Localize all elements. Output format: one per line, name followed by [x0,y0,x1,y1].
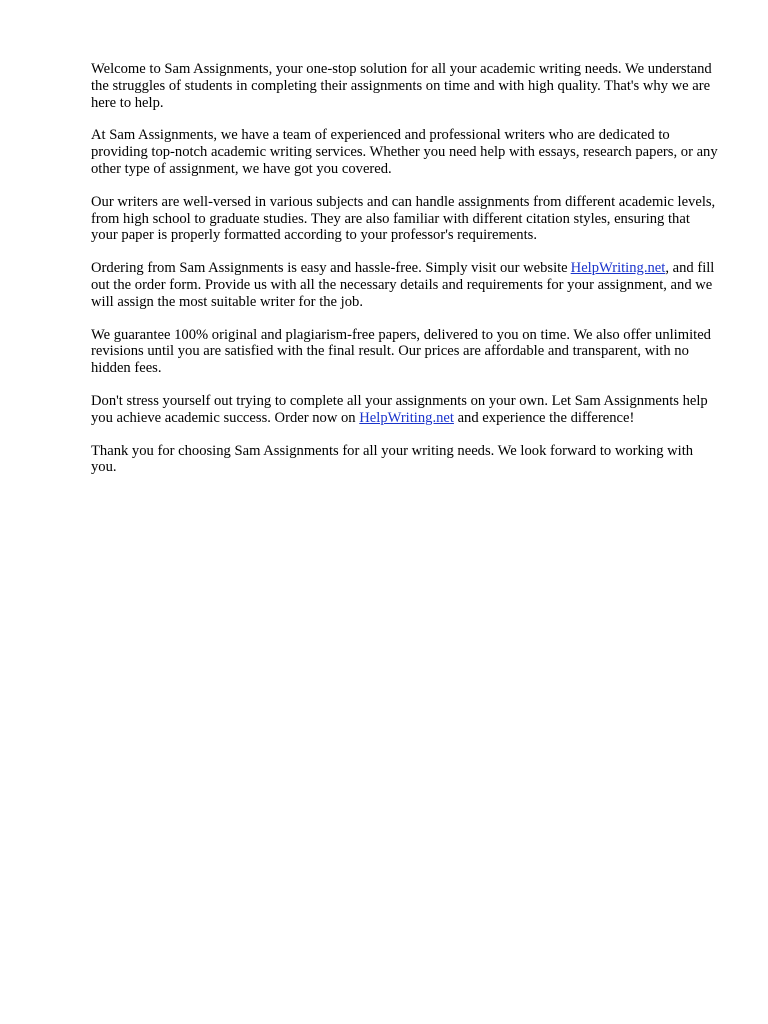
paragraph-writers: Our writers are well-versed in various subjects and can handle assignments from different academic levels, from high school to graduate studies. They are also familiar with different citation styles, ensuring that your paper is properly formatted according to your professor's requirements. [91,193,716,244]
helpwriting-link[interactable]: HelpWriting.net [570,260,666,277]
paragraph-welcome: Welcome to Sam Assignments, your one-stop solution for all your academic writing needs. We understand the struggles of students in completing their assignments on time and with high quality. That's why we are here to help. [91,61,712,111]
paragraph-ordering [91,260,719,310]
paragraph-thank-you: Thank you for choosing Sam Assignments for all your writing needs. We look forward to working with you. [91,442,694,476]
document-body [91,61,719,492]
paragraph-team: At Sam Assignments, we have a team of experienced and professional writers who are dedicated to providing top-notch academic writing services. Whether you need help with essays, research papers, or any other type of assignment, we have got you covered. [91,127,718,177]
paragraph-ordering-text-end: , and fill out the order form. Provide us with all the necessary details and requirements for your assignment, and we will assign the most suitable writer for the job. [91,260,715,310]
paragraph-order-now [91,393,719,427]
paragraph-guarantee: We guarantee 100% original and plagiarism-free papers, delivered to you on time. We also offer unlimited revisions until you are satisfied with the final result. Our prices are affordable and transparent, with no hidden fees. [91,326,711,377]
helpwriting-link-order[interactable]: HelpWriting.net [359,409,454,426]
paragraph-order-now-text-start: Don't stress yourself out trying to complete all your assignments on your own. Let Sam Assignments help you achieve academic success. Order now on [91,392,708,426]
paragraph-ordering-text-start: Ordering from Sam Assignments is easy and hassle-free. Simply visit our website [91,260,568,277]
paragraph-order-now-text-end: and experience the difference! [453,409,635,426]
